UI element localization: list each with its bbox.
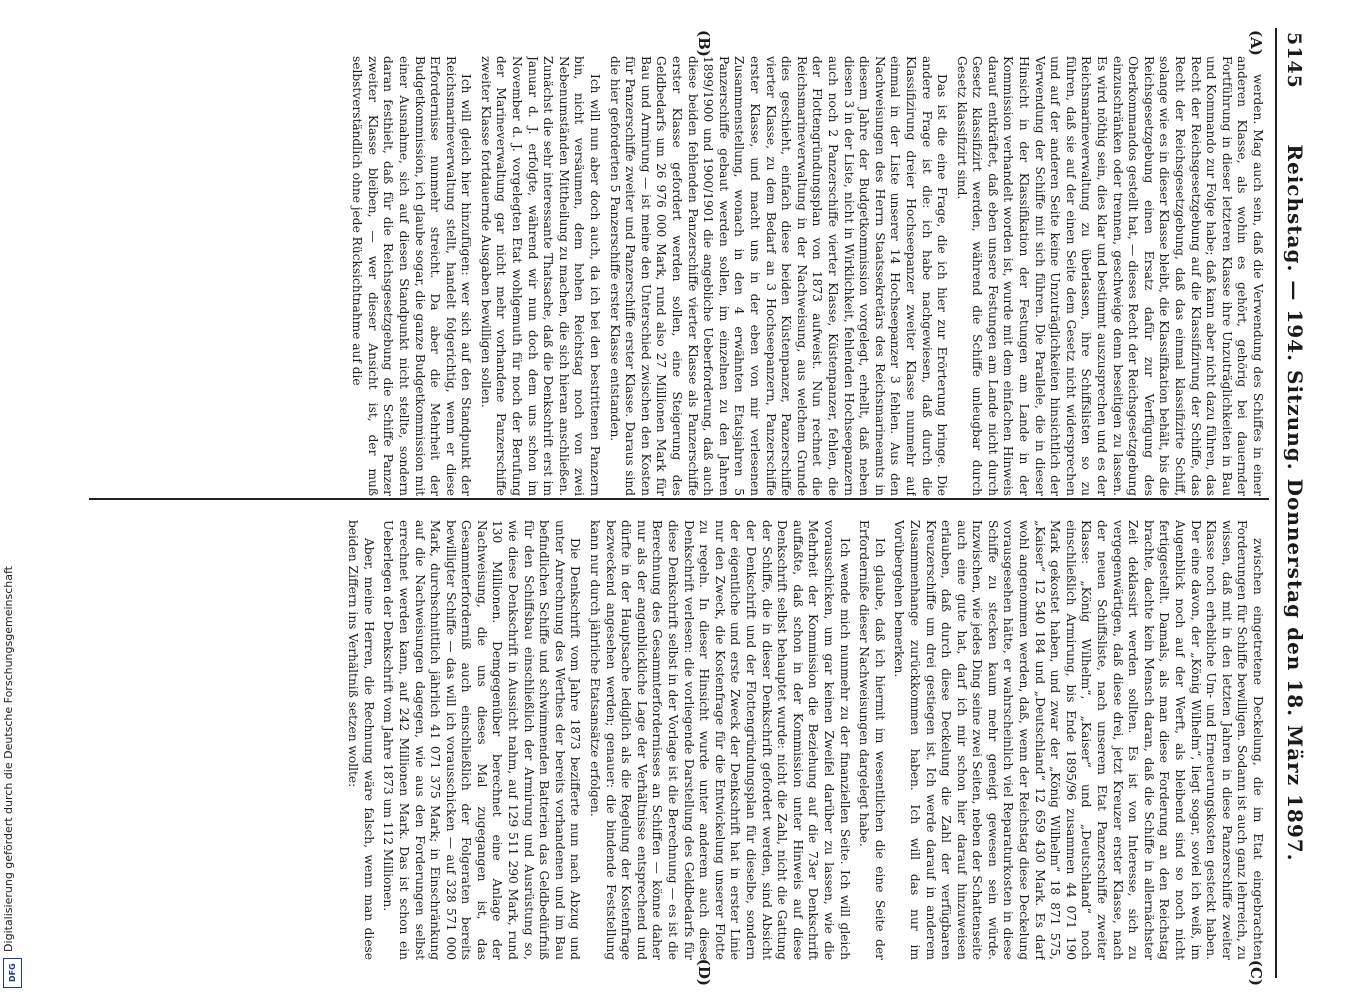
paragraph: Das ist die eine Frage, die ich hier zur Erörterung bringe. Die andere Frage ist die: ich habe nachgewiesen, daß durch die Klassifizirung dreier Hochseepanzer zweiter Klasse nunmehr auf einmal in der Liste unserer 14 Hochseepanzer 3 fehlen. Aus den Nachweisungen des Herrn Staatssekretärs des Reichsmarineamts in diesem Jahre der Budgetkommission vorgelegt, erhellt, daß neben diesen 3 in der Liste, nicht in Wirklichkeit, fehlenden Hochseepanzern auch noch 2 Panzerschiffe vierter Klasse, Küstenpanzer, fehlen, die der Flottengründungsplan von 1873 aufweist. Nun rechnet die Reichsmarineverwaltung in der Nachweisung, aus welchem Grunde dies geschieht, einfach diese beiden Küstenpanzer, Panzerschiffe vierter Klasse, zu dem Bedarf an 3 Hochseepanzern, Panzerschiffe erster Klasse, und macht uns in der eben von mir verlesenen Zusammenstellung, wonach in den 4 erwähnten Etatsjahren 5 Panzerschiffe gebaut werden sollen, im einzelnen zu den Jahren 1899/1900 und 1900/1901 die angebliche Ueberforderung, daß auch diese beiden fehlenden Panzerschiffe vierter Klasse als Panzerschiffe erster Klasse gefordert werden sollen, eine Steigerung des Geldbedarfs um 26 976 000 Mark, rund also 27 Millionen Mark für Bau und Armirung — ist meine den Unterschied zwischen den Kosten für Panzerschiffe zweiter und Panzerschiffe erster Klasse. Daraus sind die hier geforderten 5 Panzerschiffe erster Klasse entstanden.	[607, 56, 950, 496]
margin-marker-c: (C)	[1247, 959, 1265, 986]
page-title: Reichstag. — 194. Sitzung. Donnerstag den 18. März 1897.	[1283, 144, 1307, 862]
column-divider	[89, 498, 1269, 500]
digitization-credit: Digitalisierung gefördert durch die Deutsche Forschungsgemeinschaft	[2, 566, 15, 952]
paragraph: werden. Mag auch sein, daß die Verwendung des Schiffes in einer anderen Klasse, als wohin es gehört, gehörig bei dauernder Fortführung in dieser letzteren Klasse ihre Unzuträglichkeiten in Bau und Kommando zur Folge habe; daß kann aber nicht dazu führen, das Recht der Reichsgesetzgebung auf die Klassifizirung der Schiffe, das Recht der Reichsgesetzgebung, daß das einmal klassifizirte Schiff, solange wie es in dieser Klasse bleibt, die Klassifikation behält, bis die Reichsgesetzgebung einen Ersatz dafür zur Verfügung des Oberkommandos gestellt hat, — dieses Recht der Reichsgesetzgebung einzuschränken oder trennen, geschweige denn beseitigen zu lassen. Es wird nöthig sein, dies klar und bestimmt auszusprechen und es der Reichsmarineverwaltung zu überlassen, ihre Schiffslisten so zu führen, daß sie auf der einen Seite dem Gesetz nicht widersprechen und auf der anderen Seite keine Unzuträglichkeiten hinsichtlich der Verwendung der Schiffe mit sich führen. Die Parallele, die in dieser Hinsicht in der Klassifikation der Festungen am Lande in der Kommission verhandelt worden ist, wurde mit dem einfachen Hinweis darauf entkräftet, daß eben unsere Festungen am Lande nicht durch Gesetz klassifizirt werden, während die Schiffe unleugbar durch Gesetz klassifizirt sind.	[954, 56, 1265, 496]
left-column	[85, 56, 1265, 496]
paragraph: Aber, meine Herren, die Rechnung wäre falsch, wenn man diese beiden Ziffern ins Verhältniß setzen wollte:	[346, 520, 376, 960]
paragraph: Die Denkschrift vom Jahre 1873 bezifferte nun nach Abzug und unter Anrechnung des Werthes der bereits vorhandenen und im Bau befindlichen Schiffe und schwimmenden Batterien das Geldbedürfniß für den Schiffsbau einschließlich der Armirung und Ausrüstung so, wie diese Denkschrift in Aussicht nahm, auf 129 511 290 Mark, rund 130 Millionen. Demgegenüber berechnet eine Anlage der Nachweisung, die uns dieses Mal zugegangen ist, das Gesammterforderniß auch einschließlich der Folgeraten bereits bewilligter Schiffe — das will ich vorausschicken — auf 328 571 000 Mark, durchschnittlich jährlich 41 071 375 Mark; in Einschränkung auf die Nachweisungen dagegen, wie aus den Forderungen selbst errechnet werden kann, auf 242 Millionen Mark. Das ist schon ein Ueberlegen der Denkschrift vom Jahre 1873 um 112 Millionen.	[381, 520, 583, 960]
paragraph: Ich glaube, daß ich hiermit im wesentlichen die eine Seite der Erforderniße dieser Nachweisungen dargelegt habe.	[857, 520, 887, 960]
paragraph: Ich will nun aber doch auch, da ich bei den bestrittenen Panzern bin, nicht versäumen, dem hohen Reichstag noch von zwei Nebenumständen Mittheilung zu machen, die sich hieran anschließen. Zunächst die sehr interessante Thatsache, daß die Denkschrift erst im Januar d. J. erfolgte, während wir nun doch dem uns schon im November d. J. vorgelegten Etat wohlgemuth für noch der Berufung der Marineverwaltung gar nicht mehr vorhandene Panzerschiffe zweiter Klasse fortdauernde Ausgaben bewilligen sollen.	[478, 56, 603, 496]
page-header	[1275, 28, 1313, 978]
dfg-logo: DFG	[3, 958, 22, 988]
paragraph: Ich will gleich hier hinzufügen: wer sich auf den Standpunkt der Reichsmarineverwaltung stellt, handelt folgerichtig, wenn er diese Erfordernisse nunmehr streicht. Da aber die Mehrheit der Budgetkommission, ich glaube sogar, die ganze Budgetkommission mit einer Ausnahme, sich auf diesen Standpunkt nicht stellte, sondern daran festhielt, daß für die Reichsgesetzgebung die Schiffe Panzer zweiter Klasse bleiben, — wer dieser Ansicht ist, der muß selbstverständlich ohne jede Rücksichtnahme auf die	[350, 56, 474, 496]
paragraph: Ich wende mich nunmehr zu der finanziellen Seite. Ich will gleich vorausschicken, um gar keinen Zweifel darüber zu lassen, wie die Mehrheit der Kommission die Beziehung auf die 73er Denkschrift auffaßte, daß schon in der Kommission unter Hinweis auf diese Denkschrift selbst behauptet wurde: nicht die Zahl, nicht die Gattung der Schiffe, die in dieser Denkschrift gefordert werden, sind Absicht der Denkschrift und der Flottengründungsplan für dieselbe, sondern der eigentliche und erste Zweck der Denkschrift hat in erster Linie nur den Zweck, die Kostenfrage für die Entwickelung unserer Flotte zu regeln. In dieser Hinsicht wurde unter anderem auch diese Denkschrift verlesen: die vorliegende Darstellung des Geldbedarfs für diese Denkschrift selbst in der Vorlage ist die Berechnung — es ist die Berechnung des Gesammterfordernisses an Schiffen — könne daher nur als der angenblickliche Lage der Verhältnisse entsprechend und dürfte in der Hauptsache lediglich als die Regelung der Kostenfrage bezweckend angesehen werden; genauer: die bindende Feststellung kann nur durch jährliche Etatsansätze erfolgen.	[588, 520, 852, 960]
margin-marker-a: (A)	[1247, 30, 1265, 56]
margin-marker-b: (B)	[695, 30, 713, 57]
right-column	[85, 520, 1265, 960]
document-page	[73, 28, 1313, 986]
page-number: 5145	[1283, 32, 1305, 89]
paragraph: zwischen eingetretene Deckelung, die im Etat eingebrachten Forderungen für Schiffe bewilligen. Sodann ist auch ganz lehrreich, zu wissen, daß mit in den letzten Jahren in diese Panzerschiffe zweiter Klasse noch erhebliche Um- und Erneuerungskosten gesteckt haben. Der eine davon, der „König Wilhelm“, liegt sogar, soviel ich weiß, im Augenblick noch auf der Werft, als bleibend sind so noch nicht fertiggestellt. Damals, als man diese Forderung an den Reichstag brachte, dachte kein Mensch daran, daß die Schiffe in allernächster Zeit deklassirt werden sollten. Es ist von Interesse, sich zu vergegenwärtigen, daß diese drei, jetzt Kreuzer erster Klasse, nach der neuen Schiffsliste, nach unserem Etat Panzerschiffe zweiter Klasse: „König Wilhelm“, „Kaiser“ und „Deutschland“ noch einschließlich Armirung, bis Ende 1895/96 zusammen 44 071 190 Mark gekostet haben, und zwar der „König Wilhelm“ 18 871 575, „Kaiser“ 12 540 184 und „Deutschland“ 12 659 430 Mark. Es darf wohl angenommen werden, daß, wenn der Reichstag diese Deckelung vorausgesehen hätte, er wahrscheinlich viel Reparaturkosten in diese Schiffe zu stecken kaum mehr geneigt gewesen sein würde. Inzwischen, wie jedes Ding seine zwei Seiten, neben der Schattenseite auch eine gute hat, darf ich mir schon hier darauf hinzuweisen erlauben, daß durch diese Deckelung die Zahl der verfügbaren Kreuzerschiffe um drei gestiegen ist. Ich werde darauf in anderem Zusammenhange zurückkommen haben. Ich will das nur im Vorübergehen bemerken.	[892, 520, 1265, 960]
margin-marker-d: (D)	[695, 958, 713, 986]
